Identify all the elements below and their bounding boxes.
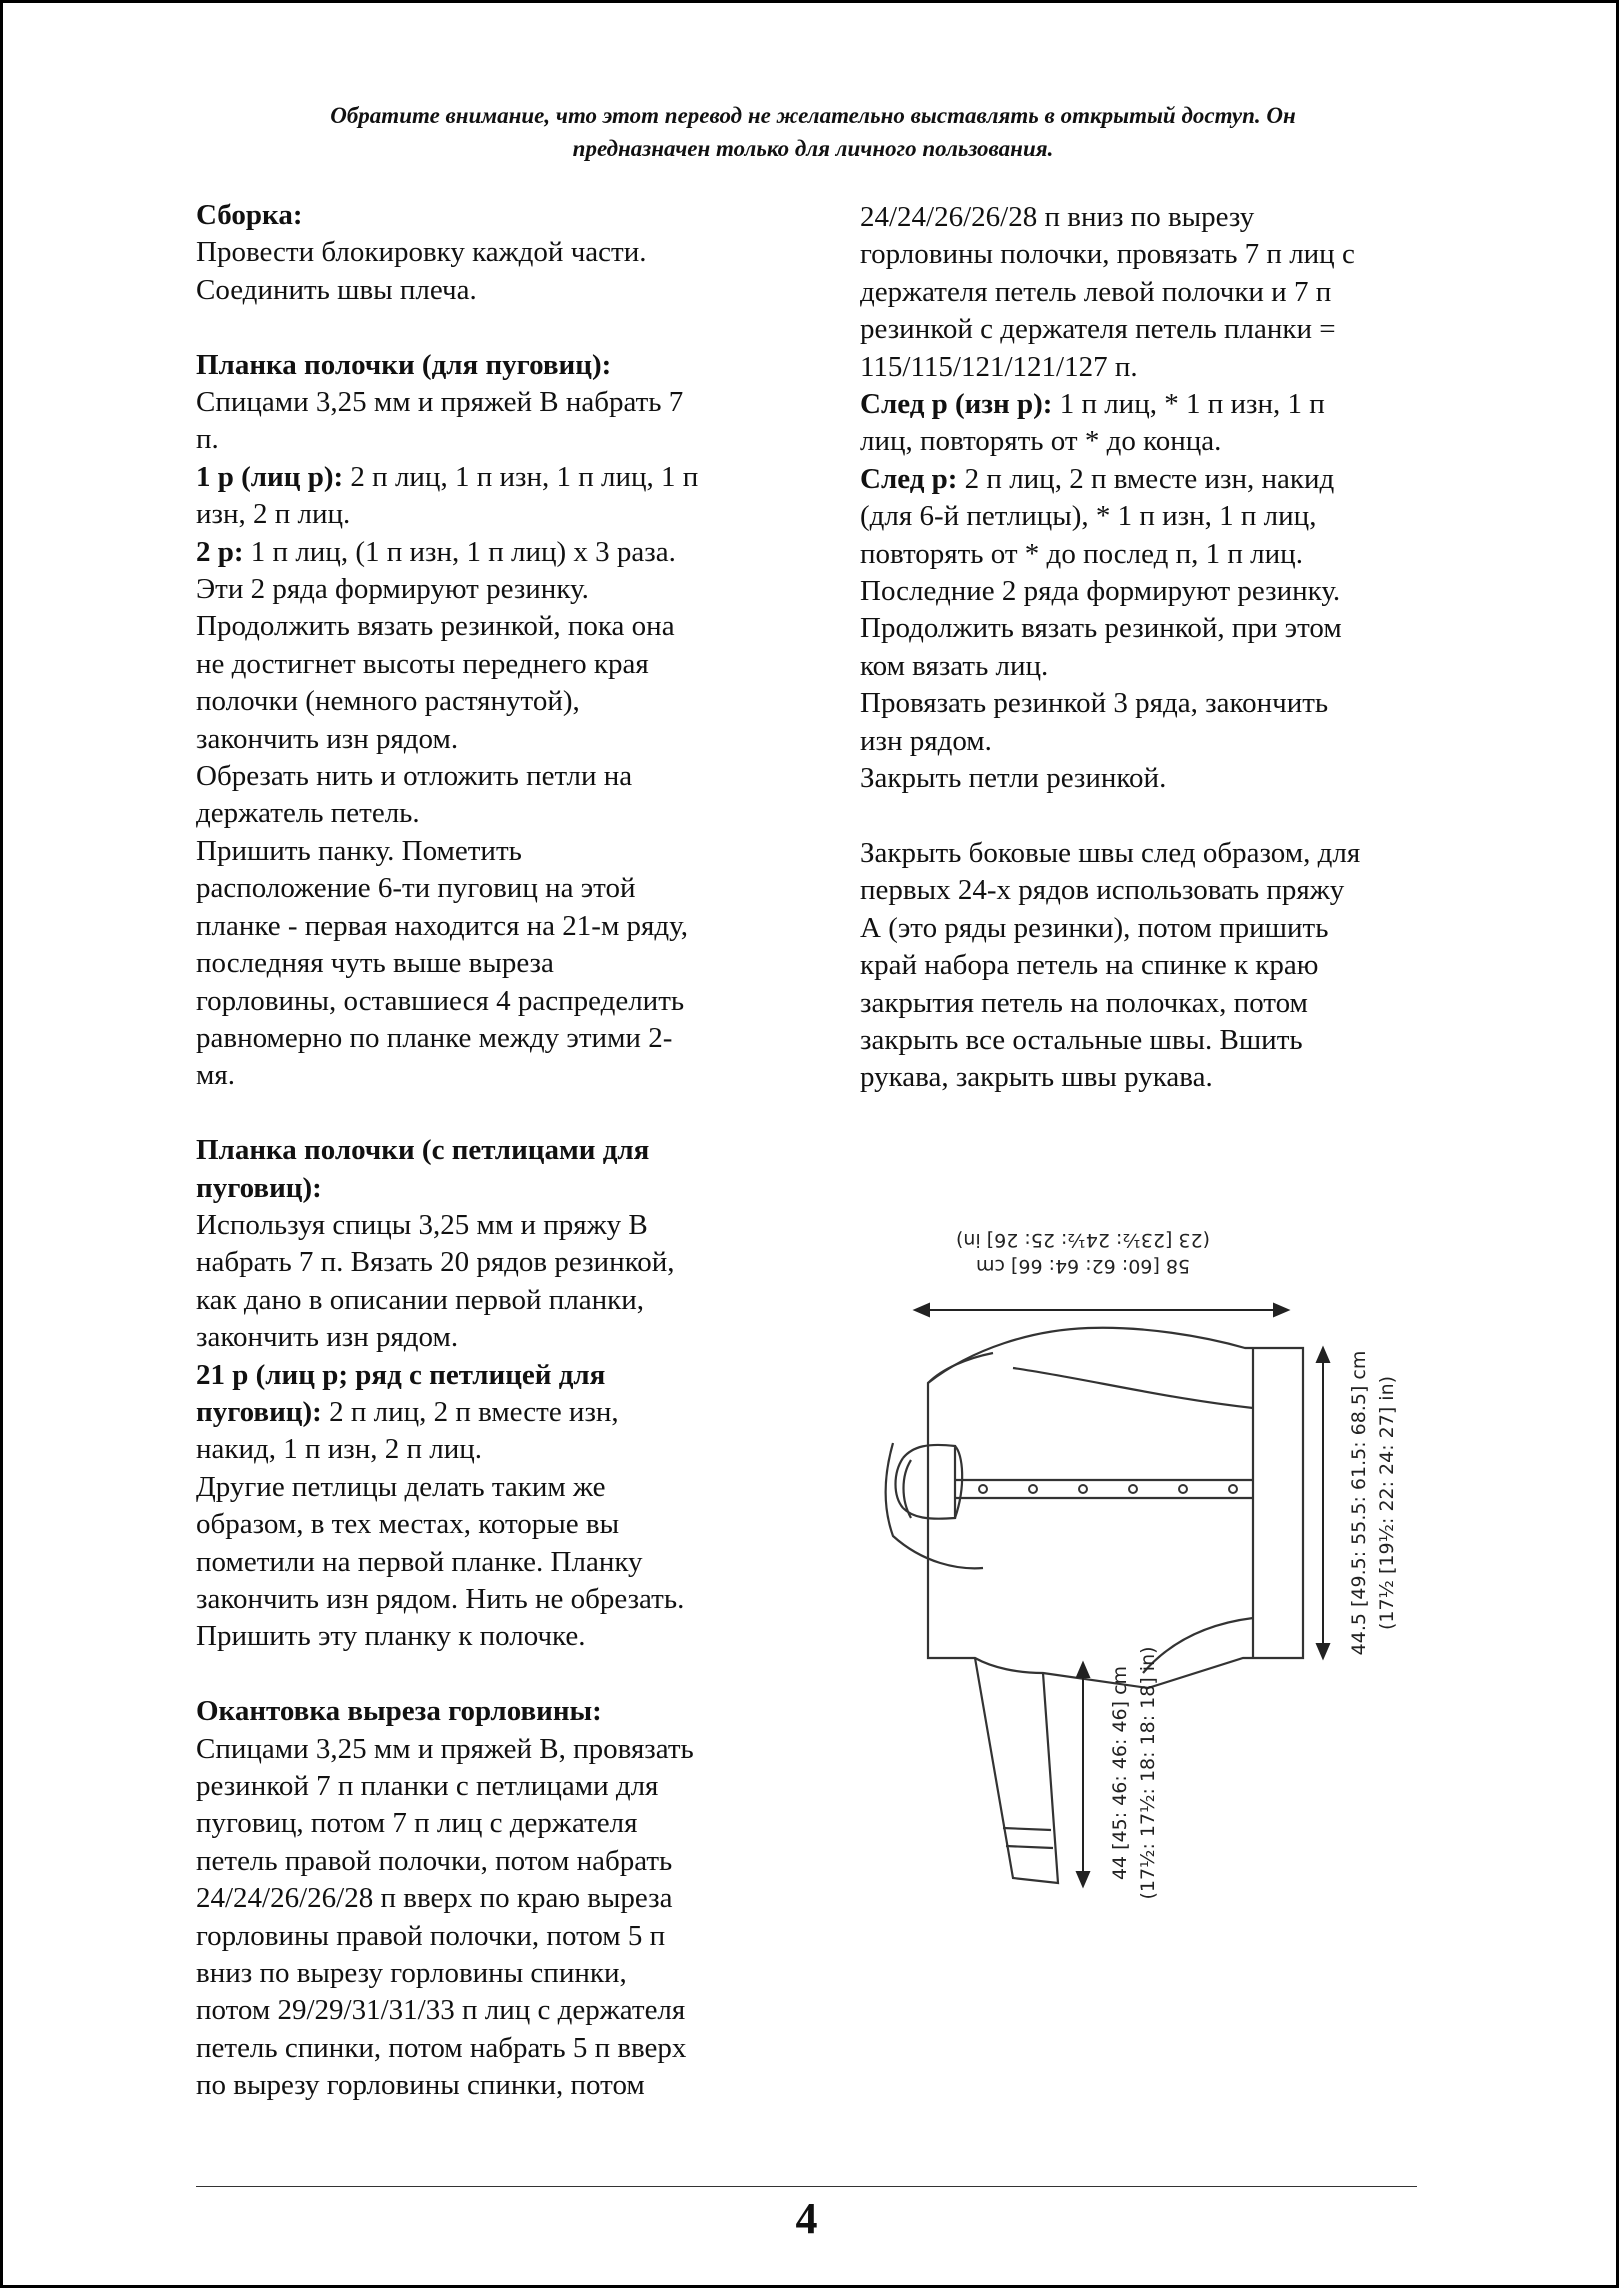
body-line: держатель петель. (196, 797, 420, 830)
body-line: п. (196, 423, 219, 456)
buttonhole-band-heading: Планка полочки (с петлицами для (196, 1134, 650, 1167)
body-line: Спицами 3,25 мм и пряжей В, провязать (196, 1732, 694, 1765)
body-line: по вырезу горловины спинки, потом (196, 2069, 645, 2102)
body-line: Последние 2 ряда формируют резинку. (860, 575, 1341, 608)
body-line: закрыть все остальные швы. Вшить (860, 1023, 1303, 1056)
body-line: последняя чуть выше выреза (196, 947, 554, 980)
body-line: мя. (196, 1059, 235, 1092)
length-in-label: (17½ [19½: 22: 24: 27] in) (1376, 1375, 1398, 1631)
width-in-label: (23 [23½: 24½: 25: 26] in) (955, 1229, 1211, 1251)
body-line: ком вязать лиц. (860, 649, 1049, 682)
schematic-drawing (883, 1218, 1443, 1978)
body-line: петель правой полочки, потом набрать (196, 1844, 673, 1877)
translation-notice (193, 99, 1433, 165)
sleeve-in-label: (17½: 17½: 18: 18: 18] in) (1137, 1646, 1159, 1900)
body-line: закончить изн рядом. Нить не обрезать. (196, 1583, 685, 1615)
button-band-heading: Планка полочки (для пуговиц): (196, 348, 612, 381)
right-column (860, 199, 1440, 1097)
body-line: изн, 2 п лиц. (196, 498, 351, 531)
body-line: Обрезать нить и отложить петли на (196, 760, 633, 793)
width-arrow (915, 1304, 1288, 1316)
body-line: Продолжить вязать резинкой, пока она (196, 610, 675, 643)
length-cm-label: 44.5 [49.5: 55.5: 61.5: 68.5] cm (1348, 1350, 1370, 1656)
garment-outline (886, 1328, 1304, 1883)
body-line: не достигнет высоты переднего края (196, 647, 649, 680)
body-line: набрать 7 п. Вязать 20 рядов резинкой, (196, 1246, 675, 1279)
buttonhole-band-heading: пуговиц): (196, 1171, 322, 1204)
row-1-instruction: 1 р (лиц р): 2 п лиц, 1 п изн, 1 п лиц, 1 п (196, 460, 699, 493)
length-arrow (1317, 1348, 1329, 1658)
body-line: петель спинки, потом набрать 5 п вверх (196, 2031, 687, 2064)
body-line: изн рядом. (860, 724, 992, 757)
body-line: Продолжить вязать резинкой, при этом (860, 612, 1342, 645)
body-line: горловины правой полочки, потом 5 п (196, 1919, 666, 1952)
body-line: Эти 2 ряда формируют резинку. (196, 573, 589, 606)
body-line: полочки (немного растянутой), (196, 685, 580, 718)
body-line: планке - первая находится на 21-м ряду, (196, 909, 688, 942)
neckband-heading: Окантовка выреза горловины: (196, 1695, 602, 1728)
assembly-line: Провести блокировку каждой части. (196, 236, 647, 269)
body-line: потом 29/29/31/31/33 п лиц с держателя (196, 1994, 686, 2027)
row-21-instruction: пуговиц): 2 п лиц, 2 п вместе изн, (196, 1395, 619, 1428)
body-line: Пришить эту планку к полочке. (196, 1620, 586, 1653)
body-line: расположение 6-ти пуговиц на этой (196, 872, 636, 905)
left-column (196, 197, 776, 2105)
body-line: Закрыть боковые швы след образом, для (860, 836, 1361, 869)
body-line: 115/115/121/121/127 п. (860, 350, 1138, 383)
body-line: лиц, повторять от * до конца. (860, 425, 1222, 458)
body-line: пометили на первой планке. Планку (196, 1545, 643, 1578)
body-line: 24/24/26/26/28 п вверх по краю выреза (196, 1882, 673, 1915)
body-line: резинкой с держателя петель планки = (860, 313, 1336, 346)
body-line: Другие петлицы делать таким же (196, 1470, 606, 1503)
body-line: Закрыть петли резинкой. (860, 762, 1167, 795)
body-line: держателя петель левой полочки и 7 п (860, 275, 1332, 308)
sleeve-cm-label: 44 [45: 46: 46: 46] cm (1109, 1665, 1131, 1881)
body-line: пуговиц, потом 7 п лиц с держателя (196, 1807, 638, 1840)
row-2-instruction: 2 р: 1 п лиц, (1 п изн, 1 п лиц) х 3 раза. (196, 535, 676, 568)
next-ws-row-instruction: След р (изн р): 1 п лиц, * 1 п изн, 1 п (860, 388, 1325, 421)
body-line: образом, в тех местах, которые вы (196, 1508, 620, 1541)
body-line: вниз по вырезу горловины спинки, (196, 1957, 627, 1990)
body-line: край набора петель на спинке к краю (860, 949, 1319, 982)
next-row-instruction: След р: 2 п лиц, 2 п вместе изн, накид (860, 462, 1335, 495)
body-line: закончить изн рядом. (196, 1321, 459, 1354)
body-line: горловины полочки, провязать 7 п лиц с (860, 238, 1355, 271)
buttons (979, 1485, 1237, 1493)
body-line: закончить изн рядом. (196, 722, 459, 755)
body-line: закрытия петель на полочках, потом (860, 986, 1308, 1019)
body-line: Используя спицы 3,25 мм и пряжу В (196, 1208, 648, 1241)
notice-line-2: предназначен только для личного пользования. (572, 136, 1054, 161)
body-line: равномерно по планке между этими 2- (196, 1021, 673, 1054)
assembly-heading: Сборка: (196, 199, 303, 231)
body-line: повторять от * до послед п, 1 п лиц. (860, 537, 1303, 570)
cardigan-schematic (883, 1218, 1443, 1978)
assembly-line: Соединить швы плеча. (196, 273, 477, 306)
body-line: рукава, закрыть швы рукава. (860, 1061, 1213, 1094)
footer-rule (196, 2186, 1417, 2187)
body-line: первых 24-х рядов использовать пряжу (860, 874, 1345, 907)
body-line: горловины, оставшиеся 4 распределить (196, 984, 685, 1017)
sleeve-arrow (1077, 1663, 1089, 1886)
row-21-instruction: 21 р (лиц р; ряд с петлицей для (196, 1358, 606, 1391)
body-line: накид, 1 п изн, 2 п лиц. (196, 1433, 483, 1466)
body-line: Пришить панку. Пометить (196, 834, 522, 867)
body-line: 24/24/26/26/28 п вниз по вырезу (860, 201, 1255, 233)
body-line: Спицами 3,25 мм и пряжей В набрать 7 (196, 386, 684, 419)
body-line: А (это ряды резинки), потом пришить (860, 911, 1329, 944)
page-number: 4 (795, 2194, 818, 2243)
body-line: (для 6-й петлицы), * 1 п изн, 1 п лиц, (860, 500, 1317, 533)
body-line: как дано в описании первой планки, (196, 1283, 645, 1316)
body-line: Провязать резинкой 3 ряда, закончить (860, 687, 1329, 720)
notice-line-1: Обратите внимание, что этот перевод не желательно выставлять в открытый доступ. Он (330, 103, 1296, 128)
width-cm-label: 58 [60: 62: 64: 66] cm (975, 1255, 1191, 1277)
body-line: резинкой 7 п планки с петлицами для (196, 1770, 659, 1803)
